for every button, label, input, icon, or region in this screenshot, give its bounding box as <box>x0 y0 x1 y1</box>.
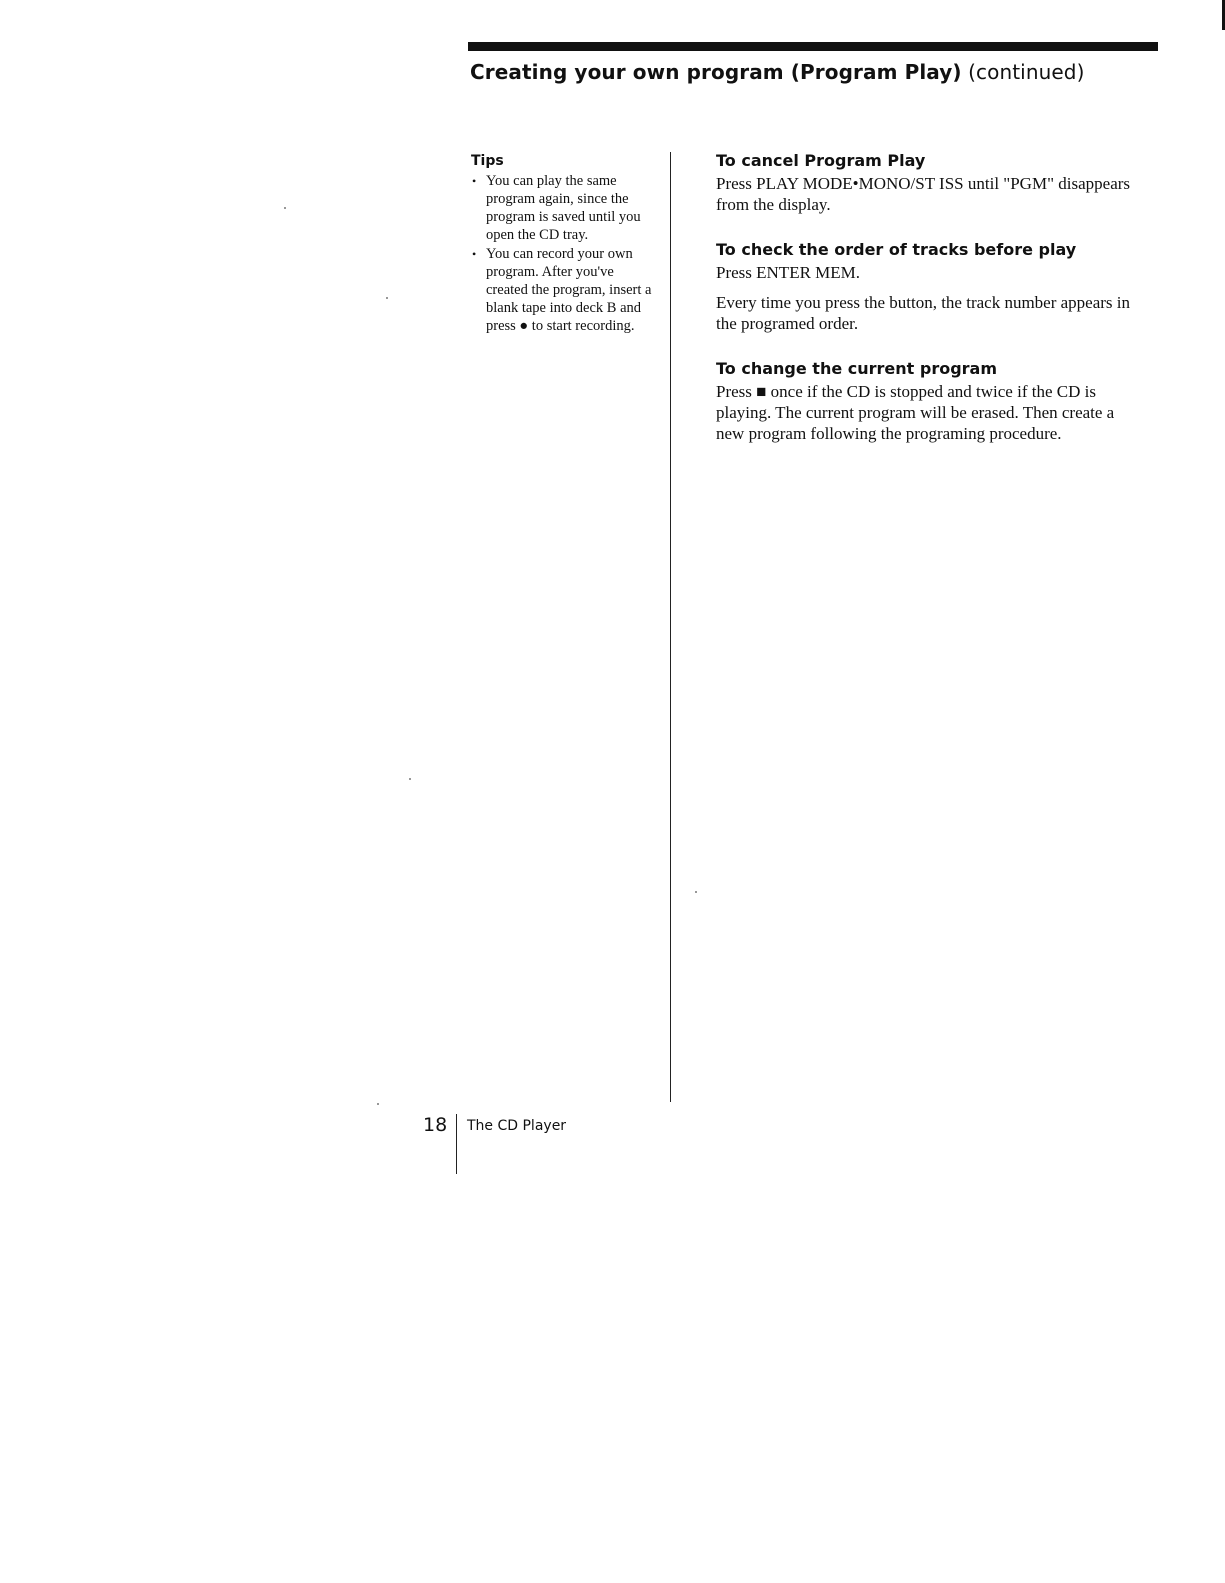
tip-text: You can play the same program again, since the program is saved until you open the CD tray. <box>486 173 641 243</box>
section-heading: To check the order of tracks before play <box>716 240 1077 259</box>
section-change-program <box>716 357 1146 444</box>
scan-speck <box>284 207 286 209</box>
tip-item <box>471 172 656 244</box>
section-heading: To change the current program <box>716 359 998 378</box>
header-rule <box>468 42 1158 51</box>
scan-speck <box>409 778 411 780</box>
column-divider <box>670 152 671 1102</box>
section-cancel-program <box>716 149 1146 215</box>
tips-box <box>471 152 656 336</box>
page-title <box>470 58 1170 86</box>
scan-speck <box>695 891 697 893</box>
scan-speck <box>377 1103 379 1105</box>
page-title-suffix: (continued) <box>968 60 1085 84</box>
section-paragraph: Press ■ once if the CD is stopped and twice if the CD is playing. The current program will be erased. Then create a new program following the programing procedure. <box>716 382 1115 443</box>
tips-list <box>471 172 656 335</box>
main-column <box>716 149 1146 467</box>
tips-title: Tips <box>471 153 504 169</box>
section-paragraph: Every time you press the button, the track number appears in the programed order. <box>716 293 1131 333</box>
page-number: 18 <box>423 1114 448 1136</box>
tip-text: You can record your own program. After you've created the program, insert a blank tape into deck B and press ● to start recording. <box>486 246 652 334</box>
section-paragraph: Press PLAY MODE•MONO/ST ISS until "PGM" disappears from the display. <box>716 174 1131 214</box>
page-title-main: Creating your own program (Program Play) <box>470 60 962 84</box>
section-paragraph: Press ENTER MEM. <box>716 263 861 282</box>
scan-speck <box>386 297 388 299</box>
tip-item <box>471 245 656 335</box>
bullet-icon: • <box>472 247 477 261</box>
section-check-order <box>716 238 1146 334</box>
footer-section-label: The CD Player <box>467 1118 567 1134</box>
footer-divider <box>456 1114 457 1174</box>
bullet-icon: • <box>472 174 477 188</box>
section-heading: To cancel Program Play <box>716 151 926 170</box>
